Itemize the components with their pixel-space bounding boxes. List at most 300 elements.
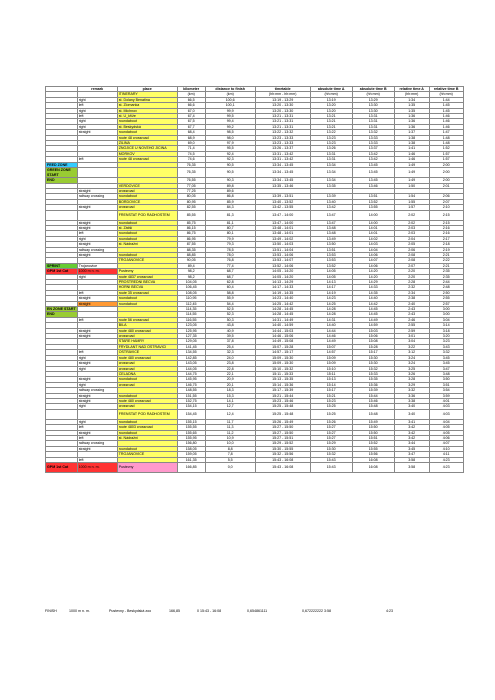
cell-remark: right [77, 419, 117, 424]
cell-remark: 1000 m n. m. [77, 269, 117, 274]
cell-kilometer: 77,05 [177, 183, 205, 188]
cell-relative-time-a: 2:46 [394, 317, 429, 322]
cell-distance-to-finish: 99,2 [205, 124, 255, 129]
cell-relative-time-a: 1:49 [394, 178, 429, 183]
cell-place: FRENSTAT POD RADHOSTEM [117, 210, 177, 220]
cell-absolute-time-b: 15:55 [352, 446, 394, 451]
cell-relative-time-a: 3:32 [394, 388, 429, 393]
cell-distance-to-finish: 14,1 [205, 398, 255, 403]
cell-place: route 4837 crossroad [117, 274, 177, 279]
cell-distance-to-finish: 11,2 [205, 430, 255, 435]
cell-remark: straight [77, 377, 117, 382]
cell-distance-to-finish: 20,9 [205, 377, 255, 382]
cell-relative-time-a: 3:26 [394, 371, 429, 376]
cell-relative-time-b: 3:04 [429, 317, 463, 322]
cell-distance-to-finish: 54,4 [205, 301, 255, 306]
cell-absolute-time-b: 15:30 [352, 361, 394, 366]
cell-relative-time-b: 2:57 [429, 301, 463, 306]
cell-marker: EN ZONE START [47, 307, 76, 312]
cell-relative-time-b: 1:48 [429, 135, 463, 140]
cell-distance-to-finish: 98,5 [205, 130, 255, 135]
cell-marker: END [46, 312, 78, 317]
header-absolute-time-a: absolute time A [310, 87, 352, 92]
cell-remark: straight [77, 301, 117, 306]
cell-place: Pustevny [117, 269, 177, 274]
cell-remark: left [77, 425, 117, 430]
cell-relative-time-a: 2:02 [394, 220, 429, 225]
cell-remark [77, 168, 117, 178]
cell-absolute-time-b: 13:32 [352, 130, 394, 135]
cell-remark: right [77, 404, 117, 409]
cell-absolute-time-b: 14:35 [352, 290, 394, 295]
cell-relative-time-a: 2:02 [394, 210, 429, 220]
cell-place: roundabout [117, 231, 177, 236]
cell-relative-time-a: 2:40 [394, 301, 429, 306]
cell-absolute-time-b: 13:31 [352, 124, 394, 129]
cell-absolute-time-a: 15:43 [310, 463, 352, 473]
cell-relative-time-b: 1:57 [429, 151, 463, 156]
cell-relative-time-b: 3:54 [429, 388, 463, 393]
cell-relative-time-b: 4:03 [429, 404, 463, 409]
cell-absolute-time-a: (hh:mm) [310, 92, 352, 97]
cell-absolute-time-a: 13:34 [310, 168, 352, 178]
itinerary-table [45, 86, 464, 473]
cell-distance-to-finish: 99,4 [205, 119, 255, 124]
cell-kilometer: 145,95 [177, 377, 205, 382]
cell-distance-to-finish: 84,3 [205, 205, 255, 210]
cell-relative-time-a: 3:44 [394, 441, 429, 446]
cell-place [117, 168, 177, 178]
cell-timetable: 13:23 - 13:33 [255, 135, 310, 140]
cell-relative-time-a: 2:38 [394, 296, 429, 301]
cell-absolute-time-b: 13:45 [352, 168, 394, 178]
cell-place: route 4803 crossroad [117, 425, 177, 430]
cell-absolute-time-b: 15:49 [352, 419, 394, 424]
cell-remark: railway crossing [77, 441, 117, 446]
cell-kilometer: 146,75 [177, 382, 205, 387]
cell-timetable: 14:23 - 14:40 [255, 296, 310, 301]
cell-absolute-time-b: 14:33 [352, 285, 394, 290]
cell-absolute-time-b: 14:45 [352, 312, 394, 317]
cell-timetable: 15:07 - 15:28 [255, 344, 310, 349]
cell-distance-to-finish: 39,5 [205, 334, 255, 339]
cell-timetable: 14:57 - 15:17 [255, 350, 310, 355]
cell-relative-time-b: 4:07 [429, 441, 463, 446]
cell-timetable: 13:47 - 14:00 [255, 210, 310, 220]
cell-absolute-time-a: 14:46 [310, 334, 352, 339]
cell-timetable: 14:46 - 15:06 [255, 334, 310, 339]
cell-kilometer: 88,35 [177, 247, 205, 252]
cell-distance-to-finish: 86,8 [205, 194, 255, 199]
table-row [46, 463, 464, 473]
cell-absolute-time-a: 14:44 [310, 328, 352, 333]
cell-kilometer: 129,05 [177, 339, 205, 344]
cell-distance-to-finish: 76,8 [205, 258, 255, 263]
cell-absolute-time-b: 15:39 [352, 388, 394, 393]
cell-relative-time-a: 3:47 [394, 452, 429, 457]
cell-kilometer: 127,35 [177, 334, 205, 339]
cell-kilometer: 85,55 [177, 210, 205, 220]
cell-distance-to-finish: 85,9 [205, 199, 255, 204]
cell-distance-to-finish: 81,3 [205, 210, 255, 220]
cell-absolute-time-a: 14:49 [310, 339, 352, 344]
cell-absolute-time-a: 15:10 [310, 366, 352, 371]
cell-relative-time-a: 2:32 [394, 285, 429, 290]
cell-relative-time-b: 3:47 [429, 366, 463, 371]
cell-timetable: 15:30 - 15:55 [255, 446, 310, 451]
cell-kilometer: 80,95 [177, 199, 205, 204]
cell-timetable: 13:21 - 13:31 [255, 114, 310, 119]
cell-kilometer: 114,55 [177, 312, 205, 317]
cell-distance-to-finish: 89,8 [205, 183, 255, 188]
cell-remark: right [77, 124, 117, 129]
cell-place: st. Zátiší [117, 225, 177, 230]
cell-absolute-time-a: 15:32 [310, 452, 352, 457]
cell-absolute-time-b: 13:45 [352, 162, 394, 167]
cell-kilometer: 114,35 [177, 307, 205, 312]
cell-distance-to-finish: 80,1 [205, 231, 255, 236]
cell-place: TROJANOVICE [117, 452, 177, 457]
cell-timetable: 15:13 - 15:35 [255, 377, 310, 382]
cell-absolute-time-a: 15:25 [310, 409, 352, 419]
cell-absolute-time-a: 15:09 [310, 355, 352, 360]
cell-relative-time-b: 1:45 [429, 103, 463, 108]
cell-relative-time-b: 1:47 [429, 130, 463, 135]
table-body [46, 92, 464, 473]
cell-relative-time-a: 2:34 [394, 290, 429, 295]
cell-place: roundabout [117, 430, 177, 435]
cell-absolute-time-a: 13:22 [310, 130, 352, 135]
cell-kilometer: 141,45 [177, 344, 205, 349]
cell-absolute-time-b: 14:07 [352, 258, 394, 263]
cell-distance-to-finish: 12,7 [205, 404, 255, 409]
cell-relative-time-a: 3:58 [394, 463, 429, 473]
cell-kilometer: 155,55 [177, 425, 205, 430]
cell-relative-time-a: 2:43 [394, 312, 429, 317]
cell-absolute-time-b: 13:42 [352, 157, 394, 162]
cell-relative-time-b: 3:59 [429, 393, 463, 398]
cell-absolute-time-a: 14:13 [310, 280, 352, 285]
cell-relative-time-a: 2:03 [394, 225, 429, 230]
cell-timetable: 14:28 - 14:45 [255, 312, 310, 317]
cell-absolute-time-b: 13:31 [352, 119, 394, 124]
cell-kilometer: 154,45 [177, 409, 205, 419]
cell-remark [77, 409, 117, 419]
cell-absolute-time-b: 15:46 [352, 398, 394, 403]
cell-timetable: 14:25 - 14:42 [255, 301, 310, 306]
cell-relative-time-a: 2:08 [394, 252, 429, 257]
table-row [46, 409, 464, 419]
cell-distance-to-finish: 50,3 [205, 317, 255, 322]
cell-marker: END [46, 178, 78, 183]
cell-distance-to-finish: 81,1 [205, 220, 255, 225]
cell-absolute-time-b: 16:08 [352, 463, 394, 473]
cell-absolute-time-b: 14:00 [352, 210, 394, 220]
cell-absolute-time-b: 14:00 [352, 220, 394, 225]
cell-distance-to-finish: 98,0 [205, 135, 255, 140]
cell-relative-time-a: 1:37 [394, 130, 429, 135]
header-timetable: timetable [255, 87, 310, 92]
cell-absolute-time-b: (hh:mm) [352, 92, 394, 97]
cell-distance-to-finish: 60,4 [205, 285, 255, 290]
cell-absolute-time-a: 13:53 [310, 258, 352, 263]
cell-absolute-time-b: 13:33 [352, 135, 394, 140]
cell-absolute-time-b: 14:59 [352, 323, 394, 328]
cell-timetable: 13:53 - 14:06 [255, 252, 310, 257]
cell-kilometer: 74,6 [177, 157, 205, 162]
cell-relative-time-a: 3:41 [394, 419, 429, 424]
cell-place: BORDOVICE [117, 199, 177, 204]
cell-distance-to-finish: 8,8 [205, 446, 255, 451]
cell-absolute-time-b: 14:01 [352, 225, 394, 230]
cell-relative-time-a: 2:55 [394, 323, 429, 328]
cell-absolute-time-a: 14:19 [310, 290, 352, 295]
cell-distance-to-finish: 12,4 [205, 409, 255, 419]
cell-distance-to-finish: (km) [205, 92, 255, 97]
cell-kilometer: 86,95 [177, 236, 205, 241]
cell-place: STARE HAMRY [117, 339, 177, 344]
cell-relative-time-b: 3:45 [429, 355, 463, 360]
cell-place: crossroad [117, 188, 177, 193]
cell-relative-time-b: 2:00 [429, 162, 463, 167]
cell-distance-to-finish: 100,1 [205, 103, 255, 108]
cell-absolute-time-a: 14:17 [310, 285, 352, 290]
cell-absolute-time-a: 15:07 [310, 344, 352, 349]
cell-kilometer: 154,15 [177, 404, 205, 409]
cell-relative-time-a: 1:57 [394, 205, 429, 210]
cell-kilometer: 80,05 [177, 194, 205, 199]
cell-absolute-time-b: 15:50 [352, 425, 394, 430]
cell-absolute-time-b: 14:03 [352, 242, 394, 247]
cell-kilometer: 125,95 [177, 328, 205, 333]
cell-kilometer: 144,75 [177, 371, 205, 376]
cell-absolute-time-b: 14:20 [352, 274, 394, 279]
cell-absolute-time-a: 15:17 [310, 388, 352, 393]
cell-kilometer: 68,9 [177, 135, 205, 140]
cell-remark: straight [77, 188, 117, 193]
cell-timetable: 13:48 - 14:01 [255, 225, 310, 230]
cell-relative-time-a: 1:35 [394, 103, 429, 108]
cell-kilometer: 90,05 [177, 258, 205, 263]
cell-place: roundabout [117, 119, 177, 124]
finish-footer-row [45, 609, 455, 613]
cell-absolute-time-b: 15:36 [352, 382, 394, 387]
cell-place: crossroad [117, 366, 177, 371]
cell-timetable: 13:20 - 13:30 [255, 108, 310, 113]
cell-absolute-time-a: 14:25 [310, 301, 352, 306]
cell-place: roundabout [117, 296, 177, 301]
cell-timetable: 13:23 - 13:33 [255, 141, 310, 146]
cell-relative-time-a: 2:28 [394, 280, 429, 285]
cell-absolute-time-b: 14:04 [352, 247, 394, 252]
cell-distance-to-finish: 77,4 [205, 263, 255, 268]
footer-cell: 0,654861111 [247, 609, 268, 613]
cell-absolute-time-a: 13:20 [310, 103, 352, 108]
cell-relative-time-b: 1:46 [429, 119, 463, 124]
cell-remark: 1000 m n. m. [77, 463, 117, 473]
cell-remark: straight [77, 130, 117, 135]
cell-relative-time-a: 3:36 [394, 393, 429, 398]
cell-kilometer: 86,15 [177, 225, 205, 230]
cell-kilometer: 67,5 [177, 119, 205, 124]
cell-marker: GREEN ZONE START [46, 168, 78, 178]
footer-cell: Pustevny - Beskydská zoo [109, 609, 152, 613]
cell-distance-to-finish: 78,5 [205, 247, 255, 252]
cell-marker [46, 409, 78, 419]
cell-distance-to-finish: 15,3 [205, 393, 255, 398]
cell-timetable: 14:31 - 14:49 [255, 317, 310, 322]
cell-timetable: 13:21 - 13:31 [255, 124, 310, 129]
cell-relative-time-a: 1:36 [394, 114, 429, 119]
cell-timetable: 15:27 - 15:50 [255, 425, 310, 430]
cell-timetable: 15:43 - 16:08 [255, 463, 310, 473]
cell-relative-time-b: 3:51 [429, 382, 463, 387]
cell-relative-time-a: 2:43 [394, 307, 429, 312]
cell-relative-time-b: 2:15 [429, 210, 463, 220]
cell-place: roundabout [117, 446, 177, 451]
cell-relative-time-a: 3:04 [394, 339, 429, 344]
cell-absolute-time-a: 14:57 [310, 350, 352, 355]
cell-absolute-time-a: 14:40 [310, 323, 352, 328]
cell-distance-to-finish: 11,3 [205, 425, 255, 430]
cell-place: ZNOJICE U NOVEHO JICINA [117, 146, 177, 151]
cell-absolute-time-a: 13:47 [310, 210, 352, 220]
cell-place: route 35 crossroad [117, 290, 177, 295]
cell-relative-time-b: 4:03 [429, 409, 463, 419]
cell-place: st. Dolany Benatina [117, 97, 177, 102]
cell-timetable: 14:05 - 14:20 [255, 269, 310, 274]
cell-remark: left [77, 114, 117, 119]
cell-relative-time-b: 4:01 [429, 398, 463, 403]
cell-timetable: 13:26 - 13:37 [255, 146, 310, 151]
cell-remark: straight [77, 430, 117, 435]
cell-absolute-time-b: 15:30 [352, 355, 394, 360]
cell-timetable: 14:49 - 15:08 [255, 339, 310, 344]
cell-absolute-time-a: 15:11 [310, 371, 352, 376]
cell-relative-time-b: 3:00 [429, 312, 463, 317]
cell-timetable: 15:09 - 15:30 [255, 355, 310, 360]
cell-distance-to-finish: 10,0 [205, 441, 255, 446]
cell-place: ZILINA [117, 141, 177, 146]
cell-timetable: 15:29 - 15:52 [255, 441, 310, 446]
cell-timetable: 13:47 - 14:00 [255, 220, 310, 225]
cell-absolute-time-b: 15:17 [352, 350, 394, 355]
cell-timetable: 15:11 - 15:33 [255, 371, 310, 376]
cell-relative-time-b: 4:05 [429, 430, 463, 435]
cell-absolute-time-a: 14:31 [310, 317, 352, 322]
cell-relative-time-b: 1:44 [429, 97, 463, 102]
footer-cell: FINISH [45, 609, 57, 613]
cell-distance-to-finish: 89,6 [205, 188, 255, 193]
cell-place: CELADNA [117, 371, 177, 376]
cell-remark: left [77, 457, 117, 462]
cell-relative-time-a: 1:50 [394, 183, 429, 188]
cell-distance-to-finish: 40,9 [205, 328, 255, 333]
cell-relative-time-b: 3:32 [429, 350, 463, 355]
cell-kilometer: 87,55 [177, 242, 205, 247]
cell-place: HORNI BECVA [117, 285, 177, 290]
cell-remark: railway crossing [77, 388, 117, 393]
cell-relative-time-b: 4:10 [429, 446, 463, 451]
cell-distance-to-finish: 90,5 [205, 162, 255, 167]
cell-relative-time-a: 3:40 [394, 409, 429, 419]
cell-absolute-time-a: 13:52 [310, 263, 352, 268]
cell-relative-time-b: 3:00 [429, 307, 463, 312]
cell-kilometer: 155,65 [177, 430, 205, 435]
cell-place: route 48 crossroad [117, 135, 177, 140]
cell-remark: right [77, 355, 117, 360]
cell-relative-time-a: 3:42 [394, 425, 429, 430]
cell-absolute-time-a: 13:53 [310, 252, 352, 257]
cell-relative-time-a: 1:35 [394, 108, 429, 113]
cell-relative-time-a: 3:38 [394, 398, 429, 403]
cell-place: route 480 crossroad [117, 355, 177, 360]
cell-timetable: 13:48 - 14:01 [255, 231, 310, 236]
cell-timetable: 14:13 - 14:29 [255, 280, 310, 285]
cell-relative-time-a: 3:45 [394, 446, 429, 451]
cell-absolute-time-b: 13:31 [352, 114, 394, 119]
cell-distance-to-finish: 99,9 [205, 108, 255, 113]
cell-remark: right [77, 236, 117, 241]
cell-relative-time-a: 1:49 [394, 168, 429, 178]
cell-relative-time-a: 2:03 [394, 231, 429, 236]
cell-timetable: 14:40 - 14:59 [255, 323, 310, 328]
cell-relative-time-a: 3:28 [394, 377, 429, 382]
cell-distance-to-finish: 18,3 [205, 388, 255, 393]
cell-distance-to-finish: 99,5 [205, 114, 255, 119]
cell-place: route 480 crossroad [117, 398, 177, 403]
cell-relative-time-a: 2:20 [394, 269, 429, 274]
cell-absolute-time-a: 13:48 [310, 225, 352, 230]
cell-remark: right [77, 108, 117, 113]
cell-remark: right [77, 382, 117, 387]
cell-relative-time-b: 2:06 [429, 194, 463, 199]
cell-kilometer: 134,55 [177, 350, 205, 355]
cell-absolute-time-a: 15:27 [310, 425, 352, 430]
cell-remark: right [77, 366, 117, 371]
footer-cell: 1000 m n. m. [69, 609, 90, 613]
cell-place: FRENSTAT POD RADHOSTEM [117, 409, 177, 419]
cell-place: FRYDLANT NAD OSTRAVICI [117, 344, 177, 349]
cell-relative-time-b: 4:11 [429, 452, 463, 457]
cell-relative-time-a: 3:42 [394, 430, 429, 435]
cell-absolute-time-a: 13:21 [310, 114, 352, 119]
cell-relative-time-b: 2:00 [429, 168, 463, 178]
cell-absolute-time-a: 13:42 [310, 205, 352, 210]
cell-kilometer: 110,95 [177, 296, 205, 301]
cell-kilometer: 155,15 [177, 419, 205, 424]
cell-kilometer: 104,05 [177, 280, 205, 285]
cell-distance-to-finish: 52,5 [205, 307, 255, 312]
cell-absolute-time-a: 15:14 [310, 382, 352, 387]
cell-kilometer: 155,95 [177, 435, 205, 440]
cell-place: st. Nádražní [117, 435, 177, 440]
cell-place: route 480 crossroad [117, 328, 177, 333]
cell-relative-time-b: 2:00 [429, 178, 463, 183]
cell-absolute-time-b: 14:06 [352, 263, 394, 268]
cell-absolute-time-b: 15:06 [352, 334, 394, 339]
cell-kilometer: 166,85 [177, 463, 205, 473]
cell-kilometer: 158,05 [177, 446, 205, 451]
cell-relative-time-b: 2:48 [429, 285, 463, 290]
cell-absolute-time-b: 15:52 [352, 441, 394, 446]
cell-place: BILA [117, 323, 177, 328]
cell-relative-time-b: 2:17 [429, 236, 463, 241]
cell-place: TROJANOVICE [117, 258, 177, 263]
cell-relative-time-b: 2:10 [429, 205, 463, 210]
cell-relative-time-a: 3:01 [394, 334, 429, 339]
cell-absolute-time-b: 15:50 [352, 430, 394, 435]
